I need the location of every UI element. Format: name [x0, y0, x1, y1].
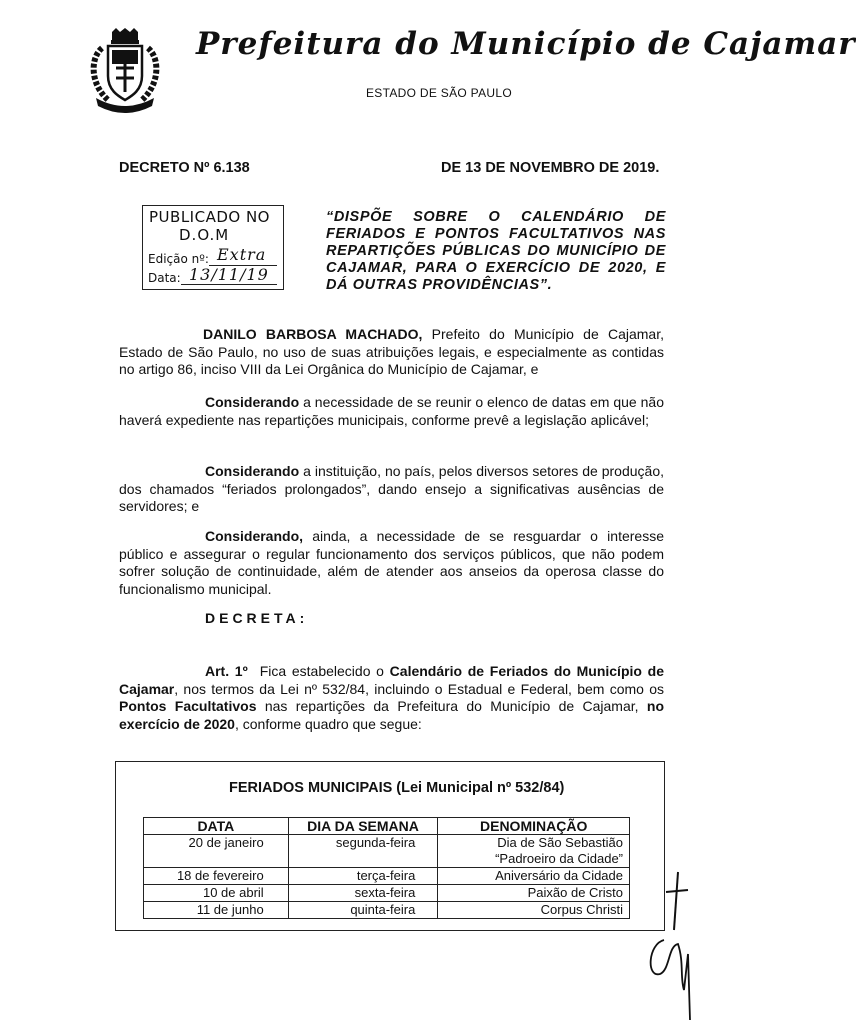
publication-stamp: [142, 205, 284, 290]
cell-weekday: terça-feira: [288, 868, 438, 885]
handwritten-rubric: [640, 870, 710, 1020]
article-1-text: nas repartições da Prefeitura do Município de Cajamar,: [256, 698, 647, 714]
table-row: [144, 885, 630, 902]
column-header-name: DENOMINAÇÃO: [438, 818, 630, 835]
cell-name-line: “Padroeiro da Cidade”: [495, 851, 623, 866]
table-row: [144, 902, 630, 919]
considerando-text: ainda, a necessidade de se resguardar o interesse público e assegurar o regular funcionamento dos serviços públicos, que não podem sofrer solução de continuidade, além de atender aos anseios da operosa classe do funcionalismo municipal.: [119, 528, 664, 597]
municipal-coat-of-arms: [86, 28, 164, 110]
cell-date: 20 de janeiro: [144, 835, 289, 868]
table-header-row: [144, 818, 630, 835]
municipality-title: Prefeitura do Município de Cajamar: [196, 26, 856, 62]
decree-number: DECRETO Nº 6.138: [119, 160, 250, 176]
cell-date: 11 de junho: [144, 902, 289, 919]
preamble-text: Prefeito do Município de Cajamar, Estado de São Paulo, no uso de suas atribuições legais, e especialmente as contidas no artigo 86, inciso VIII da Lei Orgânica do Município de Cajamar, e: [119, 326, 664, 377]
decreta-heading: DECRETA:: [205, 610, 309, 626]
stamp-dom-label: D.O.M: [179, 226, 230, 244]
article-1-bold-year: no exercício de 2020: [119, 698, 664, 732]
decree-summary: “DISPÕE SOBRE O CALENDÁRIO DE FERIADOS E PONTOS FACULTATIVOS NAS REPARTIÇÕES PÚBLICAS DO MUNICÍPIO DE CAJAMAR, PARA O EXERCÍCIO DE 2020, E DÁ OUTRAS PROVIDÊNCIAS”.: [326, 209, 666, 293]
stamp-date-underline: [181, 284, 277, 285]
table-row: [144, 835, 630, 868]
cell-name: Paixão de Cristo: [438, 885, 630, 902]
article-1-text: , nos termos da Lei nº 532/84, incluindo o Estadual e Federal, bem como os: [174, 680, 664, 697]
cell-date: 10 de abril: [144, 885, 289, 902]
cell-date: 18 de fevereiro: [144, 868, 289, 885]
considerando-paragraph-1: [119, 394, 664, 429]
considerando-keyword: Considerando,: [205, 528, 304, 544]
stamp-edition-handwritten: Extra: [217, 245, 267, 264]
cell-weekday: segunda-feira: [288, 835, 438, 868]
considerando-paragraph-2: [119, 463, 664, 516]
stamp-date-handwritten: 13/11/19: [189, 265, 269, 284]
considerando-keyword: Considerando: [205, 463, 300, 479]
considerando-text: a necessidade de se reunir o elenco de datas em que não haverá expediente nas repartições municipais, conforme prevê a legislação aplicável;: [119, 394, 664, 428]
stamp-edition-label: Edição nº:: [148, 252, 209, 266]
cell-weekday: quinta-feira: [288, 902, 438, 919]
cell-name-line: Dia de São Sebastião: [497, 835, 623, 850]
stamp-date-label: Data:: [148, 271, 181, 285]
state-name: ESTADO DE SÃO PAULO: [366, 86, 512, 100]
mayor-name: DANILO BARBOSA MACHADO,: [203, 326, 423, 342]
preamble-paragraph: [119, 326, 664, 379]
article-1-paragraph: [119, 663, 664, 733]
article-1-text: Fica estabelecido o: [259, 663, 390, 679]
article-1-bold-optional-days: Pontos Facultativos: [119, 698, 257, 714]
article-1-bold-calendar: Calendário de Feriados do Município de Cajamar: [119, 663, 664, 697]
cell-name: [438, 835, 630, 868]
considerando-keyword: Considerando: [205, 394, 300, 410]
considerando-paragraph-3: [119, 528, 664, 598]
table-row: [144, 868, 630, 885]
holiday-table: [143, 817, 630, 919]
holiday-table-title: FERIADOS MUNICIPAIS (Lei Municipal nº 532/84): [229, 780, 565, 796]
considerando-text: a instituição, no país, pelos diversos setores de produção, dos chamados “feriados prolongados”, dando ensejo a significativas ausências de servidores; e: [119, 463, 664, 514]
column-header-date: DATA: [144, 818, 289, 835]
cell-weekday: sexta-feira: [288, 885, 438, 902]
stamp-published-label: PUBLICADO NO: [149, 208, 270, 226]
decree-date: DE 13 DE NOVEMBRO DE 2019.: [441, 160, 660, 176]
article-1-label: Art. 1º: [205, 663, 248, 679]
article-1-text: , conforme quadro que segue:: [234, 715, 422, 732]
column-header-weekday: DIA DA SEMANA: [288, 818, 438, 835]
cell-name: Corpus Christi: [438, 902, 630, 919]
cell-name: Aniversário da Cidade: [438, 868, 630, 885]
